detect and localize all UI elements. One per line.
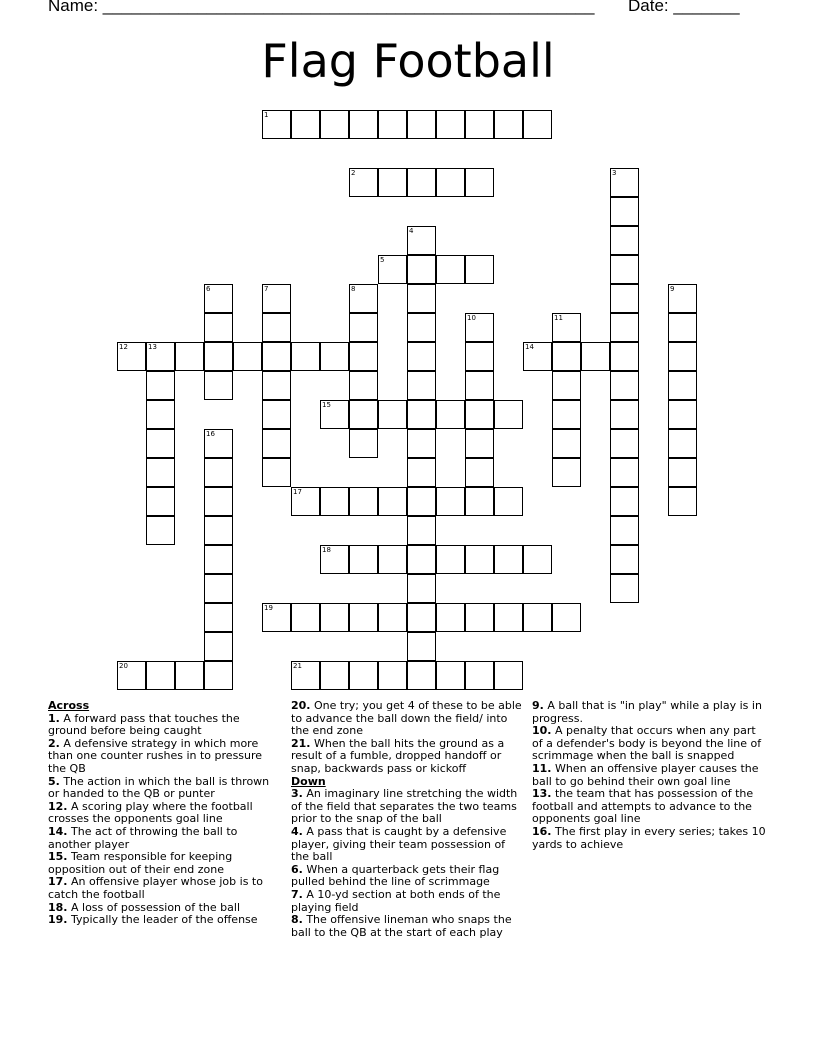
clue-number-label: 12 xyxy=(119,343,128,351)
clue-text: When the ball hits the ground as a result of a fumble, dropped handoff or snap, backwards pass or kickoff xyxy=(291,736,505,775)
clue-text: the team that has possession of the football and attempts to advance to the opponents goal line xyxy=(532,787,754,826)
clue-item xyxy=(48,826,276,851)
date-field-label: Date: _______ xyxy=(628,0,740,15)
clue-number-label: 11 xyxy=(554,314,563,322)
crossword-cell[interactable] xyxy=(407,545,436,574)
clue-item xyxy=(291,826,523,864)
clue-item xyxy=(532,725,768,763)
clue-number-label: 6 xyxy=(206,285,211,293)
clue-item xyxy=(532,826,768,851)
crossword-cell[interactable] xyxy=(291,487,320,516)
crossword-cell[interactable] xyxy=(320,400,349,429)
clue-item xyxy=(48,851,276,876)
crossword-cell[interactable] xyxy=(610,284,639,313)
clue-number: 8. xyxy=(291,913,303,927)
crossword-cell[interactable] xyxy=(349,168,378,197)
crossword-cell[interactable] xyxy=(523,603,552,632)
crossword-cell[interactable] xyxy=(465,371,494,400)
clue-item xyxy=(48,876,276,901)
crossword-cell[interactable] xyxy=(146,371,175,400)
crossword-cell[interactable] xyxy=(552,371,581,400)
crossword-cell[interactable] xyxy=(262,284,291,313)
crossword-cell[interactable] xyxy=(436,400,465,429)
clue-item xyxy=(291,889,523,914)
crossword-cell[interactable] xyxy=(523,545,552,574)
crossword-cell[interactable] xyxy=(204,313,233,342)
clue-number: 16. xyxy=(532,824,552,838)
clue-number-label: 14 xyxy=(525,343,534,351)
crossword-cell[interactable] xyxy=(291,110,320,139)
crossword-cell[interactable] xyxy=(465,342,494,371)
crossword-cell[interactable] xyxy=(262,429,291,458)
clue-item xyxy=(532,700,768,725)
crossword-cell[interactable] xyxy=(436,661,465,690)
clue-text: A 10-yd section at both ends of the playing field xyxy=(291,887,501,914)
down-clue-list-continued xyxy=(532,700,768,851)
crossword-cell[interactable] xyxy=(610,458,639,487)
crossword-cell[interactable] xyxy=(668,429,697,458)
crossword-cell[interactable] xyxy=(262,110,291,139)
crossword-cell[interactable] xyxy=(610,197,639,226)
clue-number-label: 4 xyxy=(409,227,414,235)
clue-text: A penalty that occurs when any part of a defender's body is beyond the line of scrimmage when the ball is snapped xyxy=(532,724,762,763)
crossword-cell[interactable] xyxy=(349,487,378,516)
down-heading: Down xyxy=(291,774,326,788)
crossword-cell[interactable] xyxy=(291,661,320,690)
clue-number-label: 17 xyxy=(293,488,302,496)
crossword-cell[interactable] xyxy=(146,661,175,690)
crossword-cell[interactable] xyxy=(204,661,233,690)
clue-number: 4. xyxy=(291,824,303,838)
clue-item xyxy=(48,801,276,826)
clue-number-label: 1 xyxy=(264,111,269,119)
crossword-cell[interactable] xyxy=(552,400,581,429)
crossword-cell[interactable] xyxy=(494,545,523,574)
crossword-cell[interactable] xyxy=(610,574,639,603)
crossword-cell[interactable] xyxy=(494,661,523,690)
clue-text: Team responsible for keeping opposition out of their end zone xyxy=(48,850,233,876)
puzzle-title: Flag Football xyxy=(261,34,555,88)
across-clue-list xyxy=(48,713,276,927)
clue-number-label: 15 xyxy=(322,401,331,409)
crossword-cell[interactable] xyxy=(378,603,407,632)
crossword-cell[interactable] xyxy=(291,603,320,632)
crossword-cell[interactable] xyxy=(407,574,436,603)
crossword-cell[interactable] xyxy=(610,545,639,574)
crossword-cell[interactable] xyxy=(436,110,465,139)
clues-column-2 xyxy=(291,700,523,939)
crossword-cell[interactable] xyxy=(610,226,639,255)
crossword-cell[interactable] xyxy=(407,632,436,661)
clue-text: The act of throwing the ball to another player xyxy=(48,824,238,851)
clue-item xyxy=(48,914,276,927)
crossword-cell[interactable] xyxy=(117,342,146,371)
crossword-cell[interactable] xyxy=(320,545,349,574)
crossword-cell[interactable] xyxy=(436,603,465,632)
crossword-cell[interactable] xyxy=(523,110,552,139)
crossword-cell[interactable] xyxy=(349,284,378,313)
clue-number: 6. xyxy=(291,862,303,876)
crossword-cell[interactable] xyxy=(349,342,378,371)
crossword-cell[interactable] xyxy=(204,284,233,313)
crossword-cell[interactable] xyxy=(465,661,494,690)
crossword-cell[interactable] xyxy=(204,429,233,458)
clue-item xyxy=(48,713,276,738)
clue-number: 19. xyxy=(48,913,68,927)
clue-number: 12. xyxy=(48,799,68,813)
crossword-cell[interactable] xyxy=(610,400,639,429)
crossword-cell[interactable] xyxy=(465,603,494,632)
crossword-cell[interactable] xyxy=(436,168,465,197)
crossword-cell[interactable] xyxy=(175,342,204,371)
crossword-cell[interactable] xyxy=(204,545,233,574)
clues-column-3 xyxy=(532,700,768,851)
crossword-cell[interactable] xyxy=(465,487,494,516)
clue-number: 9. xyxy=(532,699,544,712)
clue-text: A loss of possession of the ball xyxy=(67,900,241,914)
clue-number-label: 3 xyxy=(612,169,617,177)
clue-text: When a quarterback gets their flag pulled behind the line of scrimmage xyxy=(291,862,500,889)
clue-number: 3. xyxy=(291,787,303,801)
crossword-cell[interactable] xyxy=(204,516,233,545)
clue-text: The offensive lineman who snaps the ball to the QB at the start of each play xyxy=(291,913,512,939)
crossword-cell[interactable] xyxy=(407,110,436,139)
clue-number-label: 19 xyxy=(264,604,273,612)
crossword-cell[interactable] xyxy=(349,400,378,429)
crossword-cell[interactable] xyxy=(610,371,639,400)
clue-number-label: 13 xyxy=(148,343,157,351)
crossword-cell[interactable] xyxy=(465,400,494,429)
crossword-cell[interactable] xyxy=(610,168,639,197)
crossword-cell[interactable] xyxy=(146,400,175,429)
clue-text: The action in which the ball is thrown or handed to the QB or punter xyxy=(48,774,270,801)
crossword-cell[interactable] xyxy=(349,110,378,139)
crossword-cell[interactable] xyxy=(146,516,175,545)
crossword-cell[interactable] xyxy=(668,458,697,487)
crossword-cell[interactable] xyxy=(204,603,233,632)
crossword-cell[interactable] xyxy=(494,110,523,139)
clue-number: 13. xyxy=(532,787,552,801)
crossword-cell[interactable] xyxy=(552,603,581,632)
crossword-cell[interactable] xyxy=(233,342,262,371)
crossword-cell[interactable] xyxy=(349,371,378,400)
clue-item xyxy=(48,776,276,801)
clue-text: One try; you get 4 of these to be able to advance the ball down the field/ into the end zone xyxy=(291,699,522,738)
crossword-cell[interactable] xyxy=(146,429,175,458)
clue-number: 15. xyxy=(48,850,68,864)
crossword-cell[interactable] xyxy=(610,313,639,342)
crossword-cell[interactable] xyxy=(262,603,291,632)
clue-item xyxy=(48,738,276,776)
crossword-cell[interactable] xyxy=(175,661,204,690)
crossword-cell[interactable] xyxy=(407,458,436,487)
clue-number: 20. xyxy=(291,699,311,712)
crossword-cell[interactable] xyxy=(320,110,349,139)
crossword-cell[interactable] xyxy=(320,661,349,690)
down-clue-list xyxy=(291,788,523,939)
clue-number: 21. xyxy=(291,736,311,750)
crossword-cell[interactable] xyxy=(349,545,378,574)
crossword-cell[interactable] xyxy=(320,603,349,632)
clue-text: An imaginary line stretching the width of the field that separates the two teams prior to the snap of the ball xyxy=(291,787,518,826)
crossword-cell[interactable] xyxy=(378,400,407,429)
clue-number-label: 10 xyxy=(467,314,476,322)
clue-number-label: 20 xyxy=(119,662,128,670)
crossword-cell[interactable] xyxy=(407,226,436,255)
clue-item xyxy=(291,914,523,939)
crossword-cell[interactable] xyxy=(407,371,436,400)
clue-number-label: 5 xyxy=(380,256,385,264)
crossword-cell[interactable] xyxy=(407,313,436,342)
clue-text: When an offensive player causes the ball to go behind their own goal line xyxy=(532,761,759,788)
clue-item xyxy=(291,738,523,776)
crossword-cell[interactable] xyxy=(523,342,552,371)
clue-item xyxy=(291,864,523,889)
crossword-cell[interactable] xyxy=(668,342,697,371)
across-heading: Across xyxy=(48,699,90,712)
crossword-cell[interactable] xyxy=(407,342,436,371)
crossword-cell[interactable] xyxy=(146,487,175,516)
crossword-cell[interactable] xyxy=(204,342,233,371)
crossword-cell[interactable] xyxy=(465,255,494,284)
clue-number-label: 9 xyxy=(670,285,675,293)
crossword-cell[interactable] xyxy=(668,313,697,342)
clue-text: A ball that is "in play" while a play is in progress. xyxy=(532,699,762,725)
crossword-cell[interactable] xyxy=(204,371,233,400)
crossword-cell[interactable] xyxy=(668,487,697,516)
name-field-label: Name: ____________________________________________________ xyxy=(48,0,595,15)
crossword-cell[interactable] xyxy=(552,458,581,487)
crossword-cell[interactable] xyxy=(407,661,436,690)
clue-item xyxy=(291,788,523,826)
clue-text: Typically the leader of the offense xyxy=(67,913,258,927)
clue-number: 2. xyxy=(48,736,60,750)
crossword-cell[interactable] xyxy=(378,487,407,516)
clue-number: 5. xyxy=(48,774,60,788)
crossword-cell[interactable] xyxy=(668,400,697,429)
crossword-cell[interactable] xyxy=(262,371,291,400)
clues-column-1 xyxy=(48,700,276,927)
crossword-cell[interactable] xyxy=(291,342,320,371)
crossword-cell[interactable] xyxy=(378,110,407,139)
clue-text: A defensive strategy in which more than one counter rushes in to pressure the QB xyxy=(48,736,263,775)
crossword-cell[interactable] xyxy=(610,342,639,371)
crossword-cell[interactable] xyxy=(581,342,610,371)
clue-number: 18. xyxy=(48,900,68,914)
clue-number: 10. xyxy=(532,724,552,738)
crossword-cell[interactable] xyxy=(262,458,291,487)
crossword-cell[interactable] xyxy=(407,284,436,313)
crossword-cell[interactable] xyxy=(436,255,465,284)
clue-number: 7. xyxy=(291,887,303,901)
crossword-cell[interactable] xyxy=(610,429,639,458)
crossword-cell[interactable] xyxy=(204,574,233,603)
crossword-cell[interactable] xyxy=(668,284,697,313)
crossword-cell[interactable] xyxy=(378,545,407,574)
crossword-cell[interactable] xyxy=(146,458,175,487)
crossword-cell[interactable] xyxy=(465,458,494,487)
clue-number-label: 16 xyxy=(206,430,215,438)
crossword-cell[interactable] xyxy=(465,545,494,574)
across-clue-list-continued xyxy=(291,700,523,776)
crossword-cell[interactable] xyxy=(117,661,146,690)
crossword-cell[interactable] xyxy=(407,487,436,516)
crossword-cell[interactable] xyxy=(320,342,349,371)
crossword-cell[interactable] xyxy=(494,400,523,429)
crossword-cell[interactable] xyxy=(378,255,407,284)
crossword-cell[interactable] xyxy=(407,255,436,284)
crossword-cell[interactable] xyxy=(436,487,465,516)
crossword-cell[interactable] xyxy=(349,313,378,342)
crossword-cell[interactable] xyxy=(465,110,494,139)
clue-number-label: 7 xyxy=(264,285,269,293)
clue-text: A pass that is caught by a defensive player, giving their team possession of the ball xyxy=(291,824,507,864)
crossword-cell[interactable] xyxy=(610,255,639,284)
clue-number: 1. xyxy=(48,711,60,725)
clue-number-label: 18 xyxy=(322,546,331,554)
crossword-cell[interactable] xyxy=(494,487,523,516)
clue-item xyxy=(532,788,768,826)
crossword-cell[interactable] xyxy=(262,313,291,342)
crossword-cell[interactable] xyxy=(465,168,494,197)
crossword-cell[interactable] xyxy=(552,429,581,458)
clue-number-label: 2 xyxy=(351,169,356,177)
clue-text: An offensive player whose job is to catch the football xyxy=(48,875,263,901)
crossword-cell[interactable] xyxy=(349,661,378,690)
crossword-cell[interactable] xyxy=(610,516,639,545)
clue-text: A forward pass that touches the ground before being caught xyxy=(48,711,240,738)
clue-number-label: 8 xyxy=(351,285,356,293)
crossword-cell[interactable] xyxy=(262,400,291,429)
crossword-cell[interactable] xyxy=(204,632,233,661)
crossword-cell[interactable] xyxy=(465,429,494,458)
crossword-cell[interactable] xyxy=(494,603,523,632)
crossword-cell[interactable] xyxy=(407,429,436,458)
crossword-cell[interactable] xyxy=(465,313,494,342)
crossword-cell[interactable] xyxy=(407,516,436,545)
crossword-cell[interactable] xyxy=(146,342,175,371)
clue-number-label: 21 xyxy=(293,662,302,670)
clue-number: 14. xyxy=(48,824,68,838)
clue-number: 17. xyxy=(48,875,68,889)
crossword-cell[interactable] xyxy=(610,487,639,516)
crossword-cell[interactable] xyxy=(407,400,436,429)
clue-text: The first play in every series; takes 10 yards to achieve xyxy=(532,824,766,851)
crossword-cell[interactable] xyxy=(262,342,291,371)
clue-text: A scoring play where the football crosses the opponents goal line xyxy=(48,799,253,826)
crossword-cell[interactable] xyxy=(378,168,407,197)
crossword-cell[interactable] xyxy=(552,342,581,371)
crossword-cell[interactable] xyxy=(320,487,349,516)
crossword-cell[interactable] xyxy=(349,603,378,632)
crossword-cell[interactable] xyxy=(407,603,436,632)
crossword-cell[interactable] xyxy=(436,545,465,574)
clue-item xyxy=(532,763,768,788)
clue-number: 11. xyxy=(532,761,552,775)
crossword-cell[interactable] xyxy=(204,487,233,516)
crossword-cell[interactable] xyxy=(378,661,407,690)
crossword-cell[interactable] xyxy=(668,371,697,400)
crossword-cell[interactable] xyxy=(552,313,581,342)
crossword-cell[interactable] xyxy=(204,458,233,487)
crossword-cell[interactable] xyxy=(349,429,378,458)
clue-item xyxy=(291,700,523,738)
crossword-cell[interactable] xyxy=(407,168,436,197)
